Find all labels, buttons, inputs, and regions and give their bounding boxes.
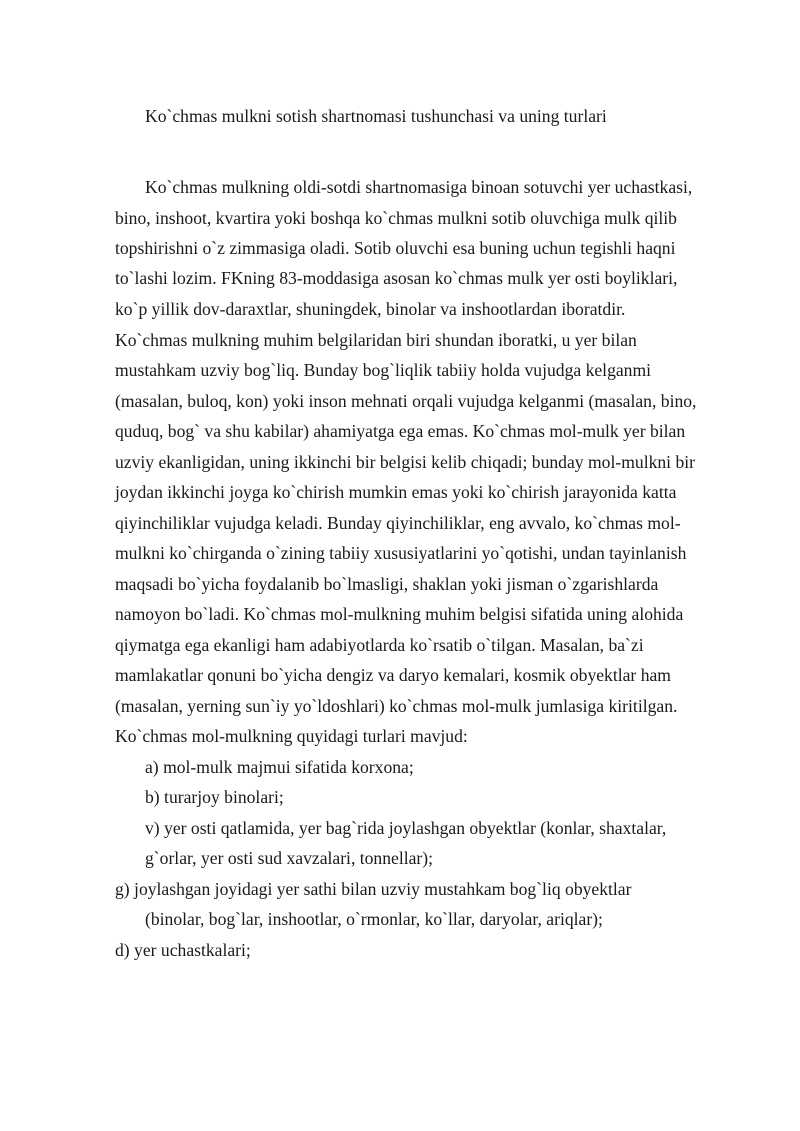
- page-title: Ko`chmas mulkni sotish shartnomasi tushunchasi va uning turlari: [145, 106, 607, 126]
- text-line: mustahkam uzviy bog`liq. Bunday bog`liqlik tabiiy holda vujudga kelganmi: [115, 360, 652, 380]
- text-line: mamlakatlar qonuni bo`yicha dengiz va daryo kemalari, kosmik obyektlar ham: [115, 665, 671, 685]
- text-line: Ko`chmas mulkning muhim belgilaridan biri shundan iboratki, u yer bilan: [115, 330, 637, 350]
- text-line: qiymatga ega ekanligi ham adabiyotlarda ko`rsatib o`tilgan. Masalan, ba`zi: [115, 635, 644, 655]
- list-item-continuation: d) yer uchastkalari;: [115, 940, 251, 960]
- list-item: v) yer osti qatlamida, yer bag`rida joylashgan obyektlar (konlar, shaxtalar,: [145, 818, 667, 838]
- text-line: topshirishni o`z zimmasiga oladi. Sotib oluvchi esa buning uchun tegishli haqni: [115, 238, 676, 258]
- text-line: (masalan, buloq, kon) yoki inson mehnati orqali vujudga kelganmi (masalan, bino,: [115, 391, 697, 411]
- text-line: Ko`chmas mulkning oldi-sotdi shartnomasiga binoan sotuvchi yer uchastkasi,: [145, 177, 693, 197]
- text-line: bino, inshoot, kvartira yoki boshqa ko`chmas mulkni sotib oluvchiga mulk qilib: [115, 208, 677, 228]
- list-item: b) turarjoy binolari;: [145, 787, 284, 807]
- list-item: g`orlar, yer osti sud xavzalari, tonnellar);: [145, 848, 434, 868]
- text-line: a) mol-mulk majmui sifatida korxona;: [145, 757, 414, 777]
- list-item: (binolar, bog`lar, inshootlar, o`rmonlar, ko`llar, daryolar, ariqlar);: [145, 909, 603, 929]
- text-line: mulkni ko`chirganda o`zining tabiiy xususiyatlarini yo`qotishi, undan tayinlanish: [115, 543, 687, 563]
- text-line: (masalan, yerning sun`iy yo`ldoshlari) ko`chmas mol-mulk jumlasiga kiritilgan.: [115, 696, 678, 716]
- text-line: quduq, bog` va shu kabilar) ahamiyatga ega emas. Ko`chmas mol-mulk yer bilan: [115, 421, 686, 441]
- text-line: namoyon bo`ladi. Ko`chmas mol-mulkning muhim belgisi sifatida uning alohida: [115, 604, 684, 624]
- text-line: uzviy ekanligidan, uning ikkinchi bir belgisi kelib chiqadi; bunday mol-mulkni bir: [115, 452, 696, 472]
- text-line: qiyinchiliklar vujudga keladi. Bunday qiyinchiliklar, eng avvalo, ko`chmas mol-: [115, 513, 681, 533]
- list-item-continuation: g) joylashgan joyidagi yer sathi bilan uzviy mustahkam bog`liq obyektlar: [115, 879, 632, 899]
- text-line: maqsadi bo`yicha foydalanib bo`lmasligi, shaklan yoki jisman o`zgarishlarda: [115, 574, 659, 594]
- text-line: ko`p yillik dov-daraxtlar, shuningdek, binolar va inshootlardan iboratdir.: [115, 299, 626, 319]
- text-line: joydan ikkinchi joyga ko`chirish mumkin emas yoki ko`chirish jarayonida katta: [115, 482, 677, 502]
- text-line: to`lashi lozim. FKning 83-moddasiga asosan ko`chmas mulk yer osti boyliklari,: [115, 268, 678, 288]
- text-line: Ko`chmas mol-mulkning quyidagi turlari mavjud:: [115, 726, 468, 746]
